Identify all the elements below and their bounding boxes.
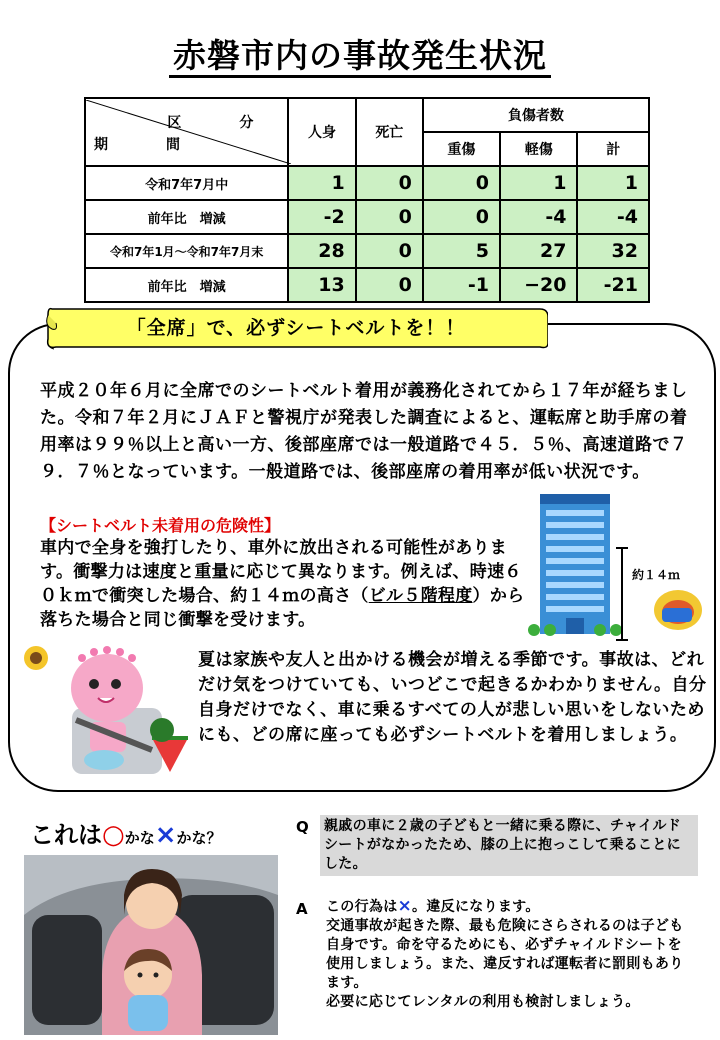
cell-keishou: -4 — [500, 200, 578, 234]
child-on-lap-illustration — [24, 855, 278, 1035]
header-kikan: 期 間 — [94, 137, 202, 153]
cell-kei: 32 — [577, 234, 649, 268]
building-illustration — [528, 490, 708, 642]
table-row — [85, 166, 649, 200]
question-text: 親戚の車に２歳の子どもと一緒に乗る際に、チャイルドシートがなかったため、膝の上に抱っこして乗ることにした。 — [320, 815, 698, 876]
cell-shibou: 0 — [356, 200, 423, 234]
quiz-kana2: かな？ — [176, 829, 222, 847]
page-title: 赤磐市内の事故発生状況 — [0, 30, 720, 77]
table-row — [85, 200, 649, 234]
header-shibou: 死亡 — [356, 98, 423, 166]
cell-shibou: 0 — [356, 234, 423, 268]
header-kubun: 区 分 — [167, 115, 276, 131]
cell-jinshin: 13 — [288, 268, 355, 302]
cell-jinshin: 28 — [288, 234, 355, 268]
table-header-row — [85, 98, 649, 132]
row-label: 令和7年1月～令和7年7月末 — [85, 234, 288, 268]
question-mark-label: Q — [296, 818, 309, 836]
answer-body: 交通事故が起きた際、最も危険にさらされるのは子ども自身です。命を守るためにも、必ずチャイルドシートを使用しましょう。また、違反すれば運転者に罰則もあります。 — [326, 918, 684, 991]
cell-kei: 1 — [577, 166, 649, 200]
row-label: 前年比 増減 — [85, 268, 288, 302]
cell-juushou: -1 — [423, 268, 500, 302]
danger-text-underlined: ビル５階程度 — [368, 586, 473, 606]
answer-first-line — [326, 897, 696, 917]
danger-title: 【シートベルト未着用の危険性】 — [40, 516, 281, 535]
cell-jinshin: -2 — [288, 200, 355, 234]
answer-last-line: 必要に応じてレンタルの利用も検討しましょう。 — [326, 994, 640, 1010]
cell-juushou: 0 — [423, 200, 500, 234]
header-kei: 計 — [577, 132, 649, 166]
row-label: 令和7年7月中 — [85, 166, 288, 200]
answer-cross-icon: × — [397, 896, 413, 916]
cell-juushou: 0 — [423, 166, 500, 200]
cell-shibou: 0 — [356, 166, 423, 200]
cell-keishou: 1 — [500, 166, 578, 200]
cell-keishou: −20 — [500, 268, 578, 302]
quiz-kana1: かな — [124, 829, 155, 847]
table-row — [85, 268, 649, 302]
header-fushousha: 負傷者数 — [423, 98, 649, 132]
header-keishou: 軽傷 — [500, 132, 578, 166]
header-diagonal-cell — [85, 98, 288, 166]
answer-text — [326, 897, 696, 1012]
quiz-heading-prefix: これは — [30, 821, 102, 849]
intro-paragraph: 平成２０年６月に全席でのシートベルト着用が義務化されてから１７年が経ちました。令和７年２月にＪＡＦと警視庁が発表した調査によると、運転席と助手席の着用率は９９％以上と高い一方、後部座席では一般道路で４５．５％、高速道路で７９．７％となっています。一般道路では、後部座席の着用率が低い状況です。 — [40, 381, 688, 482]
danger-text: 車内で全身を強打したり、車外に放出される可能性があります。衝撃力は速度と重量に応じて異なります。例えば、時速６０ｋｍで衝突した場合、約１４ｍの高さ（ — [40, 538, 522, 606]
cell-keishou: 27 — [500, 234, 578, 268]
cell-juushou: 5 — [423, 234, 500, 268]
cell-kei: -4 — [577, 200, 649, 234]
cell-shibou: 0 — [356, 268, 423, 302]
height-label: 約１４ｍ — [632, 568, 681, 582]
cell-kei: -21 — [577, 268, 649, 302]
header-juushou: 重傷 — [423, 132, 500, 166]
answer-suffix: 。違反になります。 — [412, 899, 540, 915]
table-row — [85, 234, 649, 268]
circle-icon: ○ — [102, 820, 125, 850]
banner-text: 「全席」で、必ずシートベルトを！！ — [126, 317, 466, 339]
header-jinshin: 人身 — [288, 98, 355, 166]
quiz-heading — [30, 815, 222, 850]
summer-paragraph: 夏は家族や友人と出かける機会が増える季節です。事故は、どれだけ気をつけていても、いつどこで起きるかわかりません。自分自身だけでなく、車に乗るすべての人が悲しい思いをしないためにも、どの席に座っても必ずシートベルトを着用しましょう。 — [198, 650, 707, 745]
character-illustration — [12, 638, 192, 778]
answer-mark-label: A — [296, 900, 308, 918]
accident-stats-table — [84, 97, 650, 303]
danger-paragraph — [40, 536, 530, 632]
cross-icon: × — [154, 820, 177, 850]
danger-text-end: ）から落ちた場合と同じ衝撃を受けます。 — [40, 586, 525, 630]
answer-prefix: この行為は — [326, 899, 398, 915]
row-label: 前年比 増減 — [85, 200, 288, 234]
cell-jinshin: 1 — [288, 166, 355, 200]
